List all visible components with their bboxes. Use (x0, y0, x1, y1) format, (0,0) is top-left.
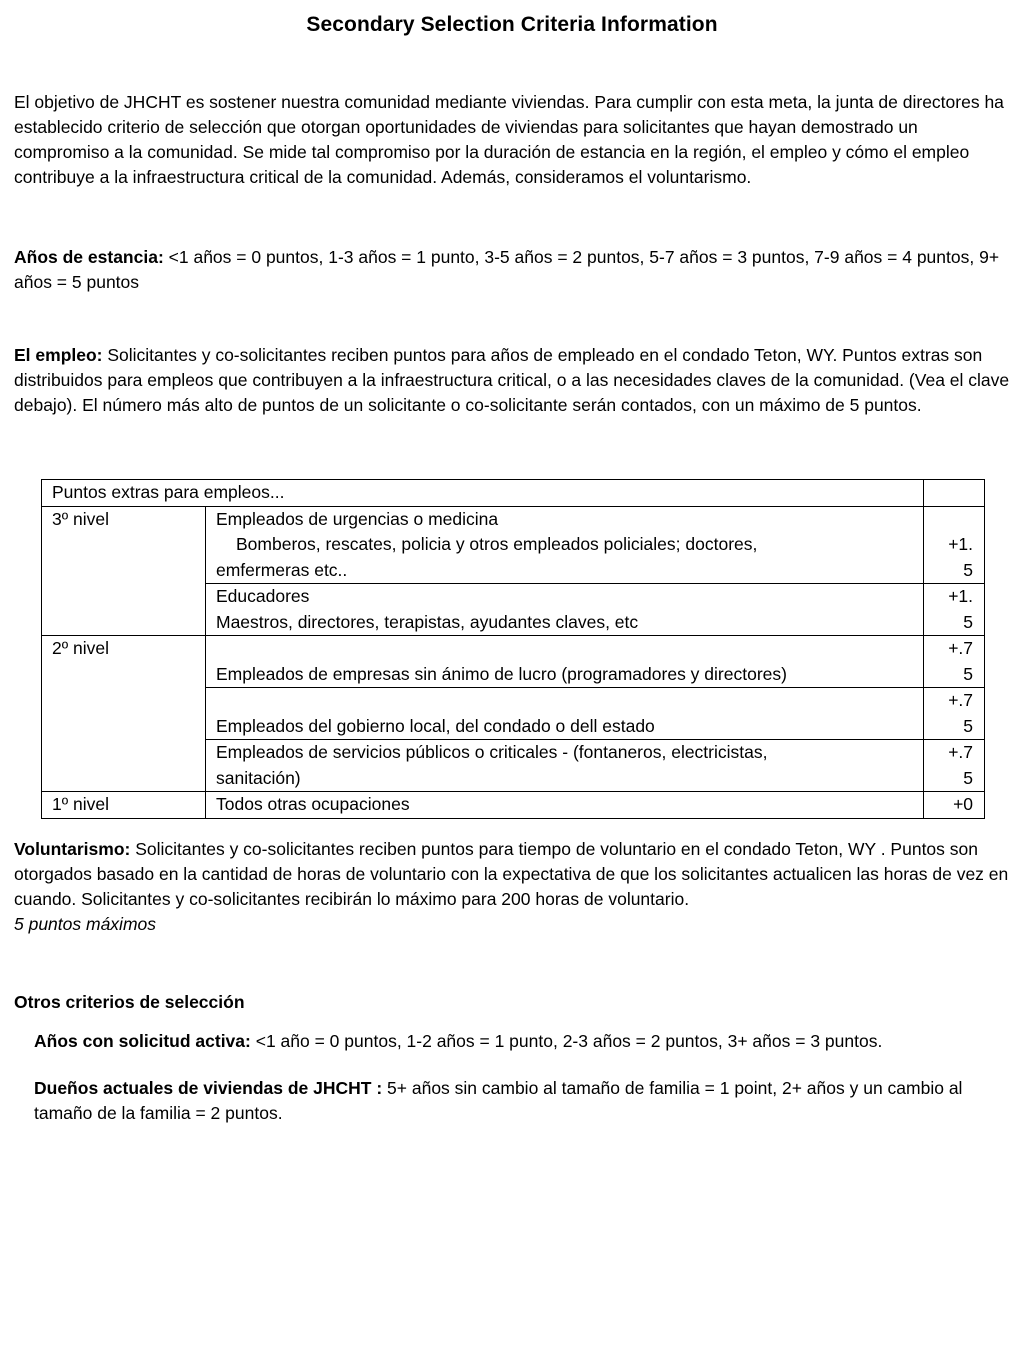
points-part: +1. (948, 534, 974, 554)
solicitud-activa-paragraph (34, 1029, 994, 1054)
table-row (42, 636, 985, 688)
row-points (924, 740, 985, 792)
empleo-label: El empleo: (14, 345, 103, 365)
voluntarismo-paragraph (14, 837, 1014, 937)
points-table (41, 479, 985, 819)
voluntarismo-label: Voluntarismo: (14, 839, 131, 859)
points-part: +0 (953, 794, 974, 814)
points-part: +1. (948, 586, 974, 606)
row-desc-line: Educadores (216, 586, 310, 606)
table-header-row (42, 480, 985, 507)
row-points (924, 636, 985, 688)
row-desc-line: Empleados de servicios públicos o criticales - (fontaneros, electricistas, (216, 742, 768, 762)
intro-paragraph: El objetivo de JHCHT es sostener nuestra comunidad mediante viviendas. Para cumplir con esta meta, la junta de directores ha establecido criterio de selección que otorgan oportunidades de viviendas para solicitantes que hayan demostrado un compromiso a la comunidad. Se mide tal compromiso por la duración de estancia en la región, el empleo y cómo el empleo contribuye a la infraestructura critical de la comunidad. Además, consideramos el voluntarismo. (14, 92, 1004, 187)
row-desc (206, 636, 924, 688)
points-part: 5 (963, 767, 974, 788)
points-part: +.7 (948, 742, 974, 762)
otros-heading: Otros criterios de selección (14, 992, 245, 1012)
points-part: +.7 (948, 638, 974, 658)
row-desc-line: sanitación) (216, 767, 301, 788)
table-header: Puntos extras para empleos... (42, 480, 924, 507)
row-desc-line: Empleados del gobierno local, del condado o dell estado (216, 715, 655, 736)
solicitud-activa-text: <1 año = 0 puntos, 1-2 años = 1 punto, 2-3 años = 2 puntos, 3+ años = 3 puntos. (250, 1031, 883, 1051)
row-desc-line: Maestros, directores, terapistas, ayudantes claves, etc (216, 611, 639, 632)
duenos-label: Dueños actuales de viviendas de JHCHT : (34, 1078, 383, 1098)
table-row (42, 792, 985, 819)
voluntarismo-text: Solicitantes y co-solicitantes reciben puntos para tiempo de voluntario en el condado Teton, WY . Puntos son otorgados basado en la cantidad de horas de voluntario con la expectativa de que los solicitantes actualicen las horas de vez en cuando. Solicitantes y co-solicitantes recibirán lo máximo para 200 horas de voluntario. (14, 839, 1009, 909)
solicitud-activa-label: Años con solicitud activa: (34, 1031, 251, 1051)
row-desc (206, 740, 924, 792)
level-1-cell: 1º nivel (42, 792, 206, 819)
points-part: +.7 (948, 690, 974, 710)
duenos-text: 5+ años sin cambio al tamaño de familia = 1 point, 2+ años y un cambio al tamaño de la familia = 2 puntos. (34, 1078, 963, 1123)
row-desc (206, 792, 924, 819)
page-title: Secondary Selection Criteria Information (306, 13, 718, 36)
points-part: 5 (963, 715, 974, 736)
empleo-paragraph (14, 343, 1014, 418)
row-desc (206, 584, 924, 636)
row-points (924, 688, 985, 740)
row-desc-line: Empleados de urgencias o medicina (216, 508, 499, 529)
anos-estancia-text: <1 años = 0 puntos, 1-3 años = 1 punto, 3-5 años = 2 puntos, 5-7 años = 3 puntos, 7-9 años = 4 puntos, 9+ años = 5 puntos (14, 247, 1000, 292)
level-2-cell: 2º nivel (42, 636, 206, 792)
empleo-text: Solicitantes y co-solicitantes reciben puntos para años de empleado en el condado Teton, WY. Puntos extras son distribuidos para empleos que contribuyen a la infraestructura critical, o a las necesidades claves de la comunidad. (Vea el clave debajo). El número más alto de puntos de un solicitante o co-solicitante serán contados, con un máximo de 5 puntos. (14, 345, 1010, 415)
points-part: 5 (963, 559, 974, 580)
row-desc-line: Todos otras ocupaciones (216, 794, 410, 814)
anos-estancia-label: Años de estancia: (14, 247, 164, 267)
table-header-empty (924, 480, 985, 507)
row-desc-line: emfermeras etc.. (216, 559, 348, 580)
row-points (924, 506, 985, 584)
points-part: 5 (963, 663, 974, 684)
points-part: 5 (963, 611, 974, 632)
row-points (924, 584, 985, 636)
row-desc-line: Empleados de empresas sin ánimo de lucro (programadores y directores) (216, 663, 787, 684)
row-desc (206, 506, 924, 584)
row-points (924, 792, 985, 819)
row-desc-line: Bomberos, rescates, policia y otros empleados policiales; doctores, (236, 534, 758, 554)
duenos-paragraph (34, 1076, 994, 1126)
voluntarismo-max: 5 puntos máximos (14, 914, 157, 934)
anos-estancia-paragraph (14, 245, 1014, 295)
row-desc (206, 688, 924, 740)
level-3-cell: 3º nivel (42, 506, 206, 636)
table-row (42, 506, 985, 584)
